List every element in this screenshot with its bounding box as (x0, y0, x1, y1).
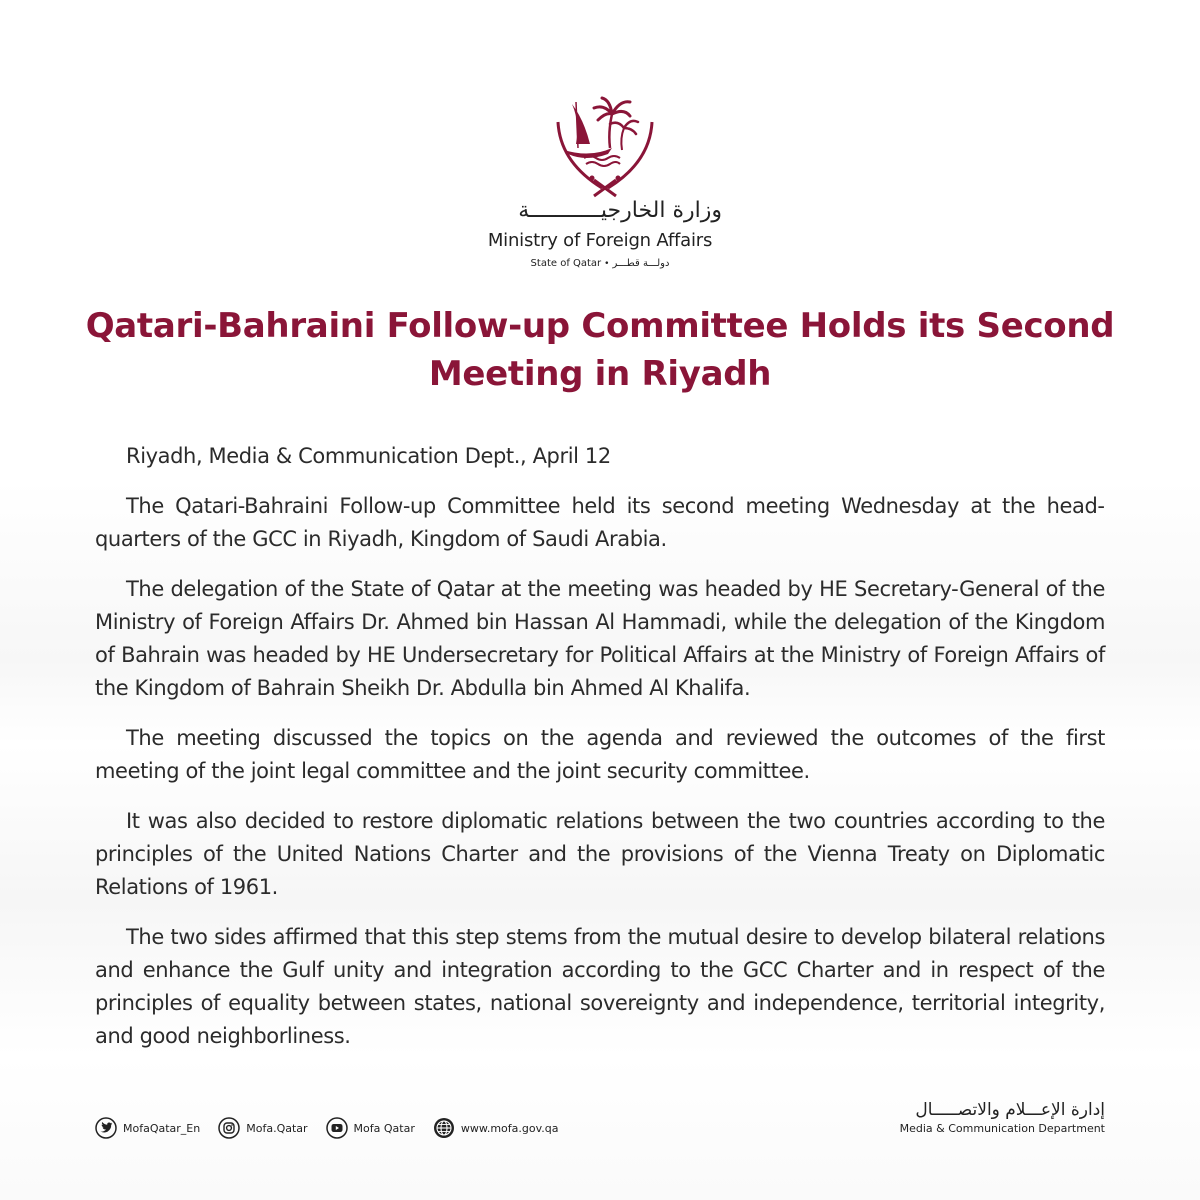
article-paragraph: The two sides affirmed that this step stems from the mutual desire to develop bilateral relations and enhance the Gulf unity and integration according to the GCC Charter and in respect of the principles of equality between states, national sovereignty and independence, territorial integrity, and good neighborliness. (95, 925, 1105, 1048)
title-line-1: Qatari-Bahraini Follow-up Committee Holds its Second (85, 306, 1115, 346)
instagram-link[interactable] (218, 1117, 307, 1139)
department-signature (860, 1100, 1105, 1135)
twitter-icon (95, 1117, 117, 1139)
youtube-icon (326, 1117, 348, 1139)
qatar-mofa-emblem-icon (550, 92, 660, 200)
instagram-handle: Mofa.Qatar (246, 1121, 308, 1135)
article-paragraph: The Qatari-Bahraini Follow-up Committee held its second meeting Wednesday at the headquarters of the GCC in Riyadh, Kingdom of Saudi Arabia. (95, 494, 1105, 551)
globe-icon (433, 1117, 455, 1139)
state-of-qatar-line (470, 258, 730, 269)
website-url: www.mofa.gov.qa (460, 1121, 559, 1135)
twitter-handle: MofaQatar_En (123, 1121, 201, 1135)
twitter-link[interactable] (95, 1117, 200, 1139)
ministry-name-english: Ministry of Foreign Affairs (487, 230, 713, 251)
article-paragraph: It was also decided to restore diplomatic relations between the two countries according to the principles of the United Nations Charter and the provisions of the Vienna Treaty on Diplomatic Relations of 1961. (95, 809, 1105, 899)
dateline: Riyadh, Media & Communication Dept., April 12 (126, 444, 611, 468)
article-paragraph: The meeting discussed the topics on the agenda and reviewed the outcomes of the first meeting of the joint legal committee and the joint security committee. (95, 726, 1105, 783)
youtube-channel: Mofa Qatar (353, 1121, 415, 1135)
social-links (95, 1116, 576, 1140)
instagram-icon (218, 1117, 240, 1139)
state-arabic: دولـــة قطـــر (612, 258, 670, 269)
title-line-2: Meeting in Riyadh (428, 354, 772, 394)
youtube-link[interactable] (326, 1117, 415, 1139)
separator-dot: • (604, 259, 610, 269)
article-body (95, 440, 1105, 1070)
department-name-arabic: إدارة الإعـــلام والاتصـــــال (915, 1100, 1105, 1120)
article-paragraph: The delegation of the State of Qatar at the meeting was headed by HE Secretary-General of the Ministry of Foreign Affairs Dr. Ahmed bin Hassan Al Hammadi, while the delegation of the Kingdom of Bahrain was headed by HE Undersecretary for Political Affairs at the Ministry of Foreign Affairs of the Kingdom of Bahrain Sheikh Dr. Abdulla bin Ahmed Al Khalifa. (95, 577, 1105, 700)
ministry-name-arabic: وزارة الخارجيـــــــــــة (518, 198, 722, 223)
website-link[interactable] (433, 1117, 559, 1139)
state-english: State of Qatar (530, 258, 602, 269)
department-name-english: Media & Communication Department (899, 1122, 1105, 1135)
page-title (60, 302, 1140, 398)
